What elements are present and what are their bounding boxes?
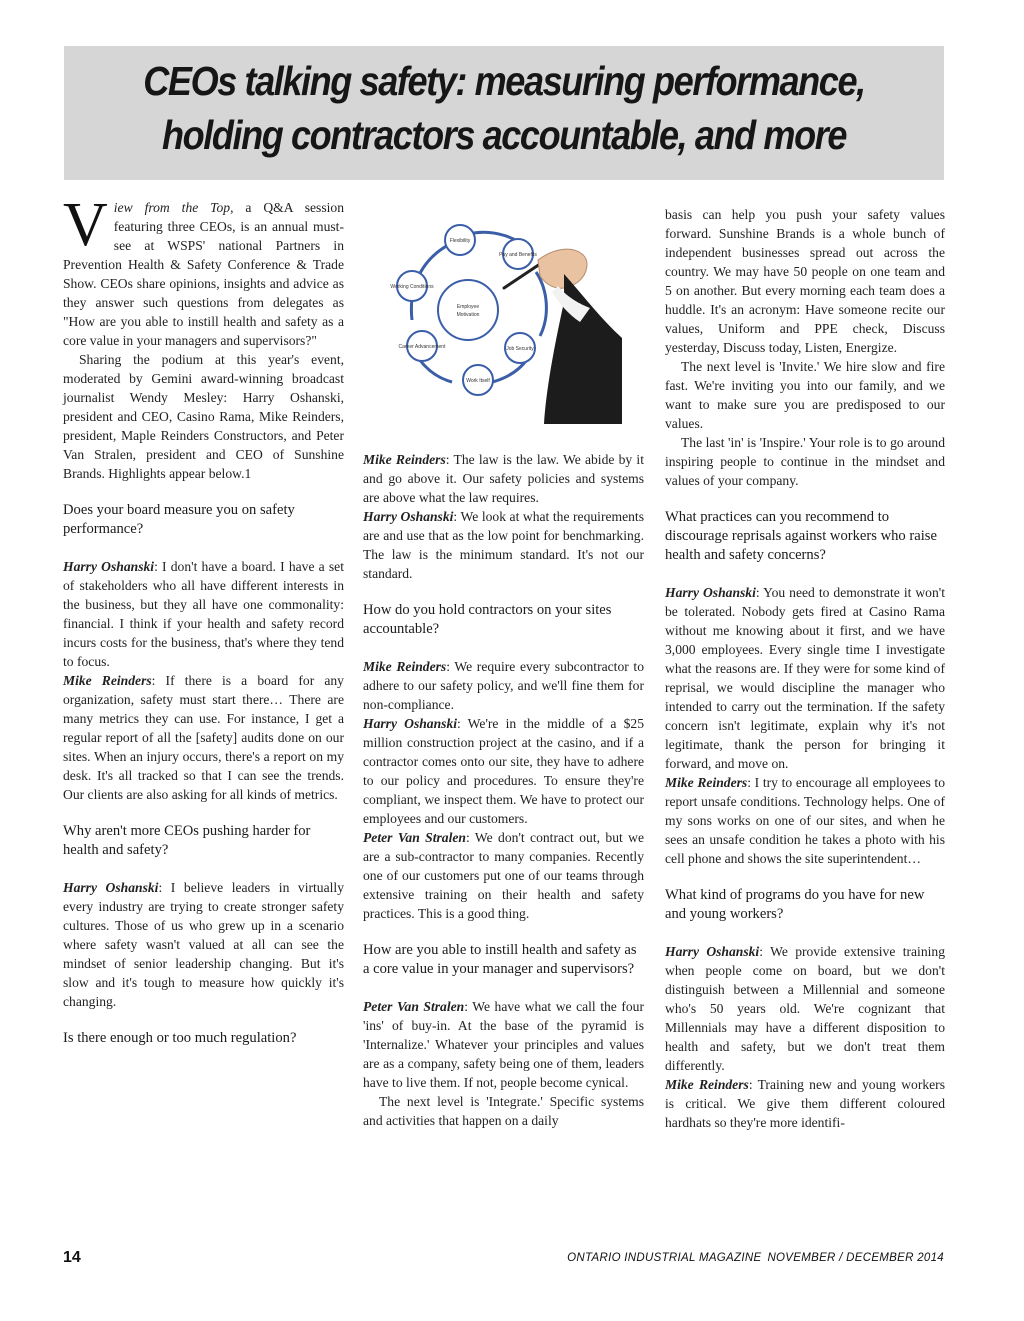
article-column-3 bbox=[665, 205, 945, 1132]
answer-paragraph bbox=[363, 450, 644, 507]
employee-motivation-diagram bbox=[368, 198, 622, 424]
speaker-name: Peter Van Stralen bbox=[363, 830, 466, 845]
magazine-name: ONTARIO INDUSTRIAL MAGAZINE bbox=[567, 1252, 762, 1264]
answer-paragraph bbox=[363, 507, 644, 583]
answer-text: : Training new and young workers is critical. We give them different coloured hardhats so they're more identifi- bbox=[665, 1077, 945, 1130]
speaker-name: Mike Reinders bbox=[63, 673, 152, 688]
speaker-name: Harry Oshanski bbox=[363, 716, 458, 731]
speaker-name: Mike Reinders bbox=[363, 659, 447, 674]
answer-text: : We provide extensive training when people come on board, but we don't distinguish between a Millennial and someone who's 50 years old. We're cognizant that Millennials may have a different disposition to health and safety, but we don't treat them differently. bbox=[665, 944, 945, 1073]
answer-paragraph bbox=[63, 878, 344, 1011]
answer-paragraph bbox=[63, 671, 344, 804]
node-label: Career Advancement bbox=[398, 344, 446, 350]
answer-paragraph bbox=[363, 657, 644, 714]
speaker-name: Harry Oshanski bbox=[665, 585, 756, 600]
node-label: Flexibility bbox=[449, 238, 471, 244]
lead-paragraph bbox=[63, 191, 344, 350]
speaker-name: Mike Reinders bbox=[363, 452, 446, 467]
center-label-1: Employee bbox=[456, 304, 480, 310]
answer-text: : I don't have a board. I have a set of stakeholders who all have different interests in the business, but they all have one commonality: financial. I think if your health and safety record incurs costs for the business, that's where they tend to focus. bbox=[63, 559, 344, 669]
paragraph: The last 'in' is 'Inspire.' Your role is to go around inspiring people to continue in the mindset and values of your company. bbox=[665, 435, 945, 488]
magazine-footer bbox=[561, 1252, 944, 1264]
paragraph: basis can help you push your safety values forward. Sunshine Brands is a whole bunch of independent businesses spread out across the country. We may have 50 people on one team and 5 on another. But every morning each team does a huddle. It's an acronym: Have someone recite our values, Uniform and PPE check, Discuss yesterday, Discuss today, Listen, Energize. bbox=[665, 207, 945, 355]
answer-text: : We have what we call the four 'ins' of buy-in. At the base of the pyramid is 'Internalize.' Whatever your principles and values are as a company, safety being one of them, leaders have to live them. If not, people become cynical. bbox=[363, 999, 644, 1090]
answer-text: : We look at what the requirements are and use that as the low point for benchmarking. The law is the minimum standard. It's not our standard. bbox=[363, 509, 644, 581]
answer-paragraph bbox=[363, 997, 644, 1092]
answer-text: : You need to demonstrate it won't be tolerated. Nobody gets fired at Casino Rama without me knowing about it first, and we have 3,000 employees. Every single time I investigate what the reasons are. If they were for some kind of reprisal, we would discipline the manager who intended to carry out the termination. If the safety concern isn't legitimate, explain why it's not legitimate, thank the person for bringing it forward, and move on. bbox=[665, 585, 945, 771]
session-name: iew from the Top bbox=[113, 200, 231, 215]
answer-text: : We don't contract out, but we are a sub-contractor to many companies. Recently one of our customers put one of our teams through extensive training on their health and safety practices. This is a good thing. bbox=[363, 830, 645, 921]
answer-text: : We require every subcontractor to adhere to our safety policy, and we'll fine them for non-compliance. bbox=[363, 659, 644, 712]
node-label: Working Conditions bbox=[390, 284, 434, 290]
article-column-1 bbox=[63, 191, 344, 1066]
answer-paragraph bbox=[665, 583, 945, 773]
question-heading: How do you hold contractors on your sites accountable? bbox=[363, 602, 612, 637]
answer-text: : The law is the law. We abide by it and go above it. Our safety policies and systems are above what the law requires. bbox=[363, 452, 644, 505]
article-title-line-2: holding contractors accountable, and more bbox=[161, 112, 847, 158]
speaker-name: Peter Van Stralen bbox=[363, 999, 465, 1014]
drop-cap: V bbox=[63, 191, 108, 259]
question-heading: What practices can you recommend to discourage reprisals against workers who raise health and safety concerns? bbox=[665, 509, 937, 563]
page-number: 14 bbox=[63, 1249, 81, 1266]
answer-text: : I believe leaders in virtually every industry are trying to create stronger safety cultures. Those of us who grew up in a scenario where safety wasn't valued at all can see the mindset of senior leadership changing. But it's slow and it's tough to measure how quickly it's changing. bbox=[63, 880, 344, 1009]
paragraph: The next level is 'Integrate.' Specific systems and activities that happen on a daily bbox=[363, 1094, 644, 1128]
answer-text: : I try to encourage all employees to report unsafe conditions. Technology helps. One of my sons works on one of our sites, and when he sees an unsafe condition he takes a photo with his cell phone and shows the site superintendent… bbox=[665, 775, 945, 866]
motivation-diagram-icon bbox=[368, 198, 622, 424]
answer-paragraph bbox=[363, 714, 644, 828]
paragraph: Sharing the podium at this year's event, moderated by Gemini award-winning broadcast journalist Wendy Mesley: Harry Oshanski, president and CEO, Casino Rama, Mike Reinders, president, Maple Reinders Constructors, and Peter Van Stralen, president and CEO of Sunshine Brands. Highlights appear below.1 bbox=[63, 352, 344, 481]
title-banner bbox=[64, 46, 944, 180]
question-heading: How are you able to instill health and safety as a core value in your manager and supervisors? bbox=[363, 942, 637, 977]
answer-paragraph bbox=[363, 828, 644, 923]
answer-text: : If there is a board for any organization, safety must start there… There are many metrics they can use. For instance, I get a regular report of all the [safety] audits done on our sites. When an injury occurs, there's a report on my desk. It's all tracked so that I can see the trends. Our clients are also asking for all kinds of metrics. bbox=[63, 673, 344, 802]
lead-text: , a Q&A session featuring three CEOs, is an annual must-see at WSPS' national Partners in Prevention Health & Safety Conference & Trade Show. CEOs share opinions, insights and advice as they answer such questions from delegates as "How are you able to instill health and safety as a core value in your managers and supervisors?" bbox=[63, 200, 344, 348]
answer-text: : We're in the middle of a $25 million construction project at the casino, and if a contractor comes onto our site, they have to adhere to our policy and procedures. To ensure they're compliant, we inspect them. We have to protect our employees and our customers. bbox=[363, 716, 644, 826]
speaker-name: Harry Oshanski bbox=[63, 880, 159, 895]
center-label-2: Motivation bbox=[456, 312, 480, 318]
speaker-name: Harry Oshanski bbox=[63, 559, 155, 574]
node-label: Work Itself bbox=[466, 378, 490, 384]
node-label: Job Security bbox=[506, 346, 534, 352]
question-heading: Why aren't more CEOs pushing harder for health and safety? bbox=[63, 823, 311, 858]
node-label: Pay and Benefits bbox=[499, 252, 537, 258]
issue-date: NOVEMBER / DECEMBER 2014 bbox=[767, 1252, 944, 1264]
question-heading: What kind of programs do you have for new and young workers? bbox=[665, 887, 925, 922]
answer-paragraph bbox=[665, 1075, 945, 1132]
answer-paragraph bbox=[665, 773, 945, 868]
answer-paragraph bbox=[665, 942, 945, 1075]
speaker-name: Mike Reinders bbox=[665, 775, 748, 790]
speaker-name: Mike Reinders bbox=[665, 1077, 749, 1092]
answer-paragraph bbox=[63, 557, 344, 671]
question-heading: Does your board measure you on safety performance? bbox=[63, 502, 295, 537]
question-heading: Is there enough or too much regulation? bbox=[63, 1030, 297, 1046]
article-column-2 bbox=[363, 450, 644, 1130]
article-title-line-1: CEOs talking safety: measuring performance, bbox=[143, 58, 865, 104]
paragraph: The next level is 'Invite.' We hire slow and fire fast. We're inviting you into our family, and we want to make sure you are predisposed to our values. bbox=[665, 359, 945, 431]
speaker-name: Harry Oshanski bbox=[363, 509, 454, 524]
speaker-name: Harry Oshanski bbox=[665, 944, 760, 959]
